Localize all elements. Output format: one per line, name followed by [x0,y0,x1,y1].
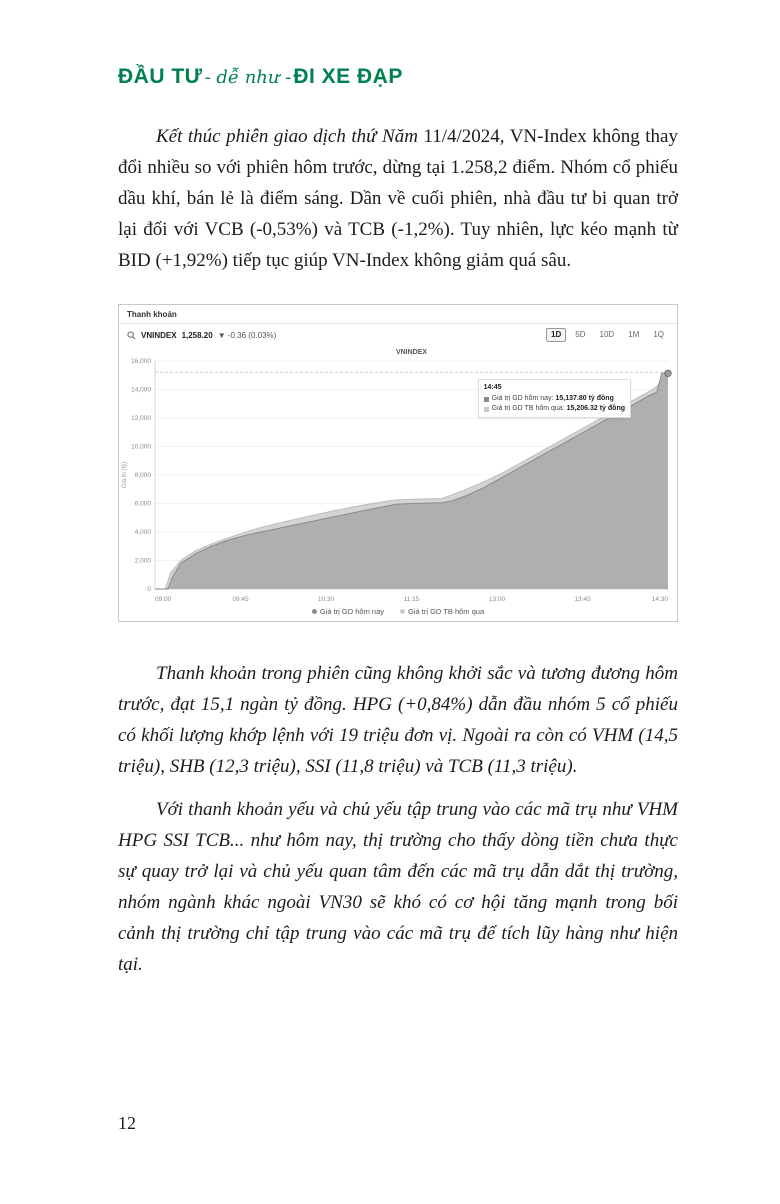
svg-text:12,000: 12,000 [131,415,151,422]
range-selector [546,328,669,342]
legend-yesterday-label: Giá trị GD TB hôm qua [408,607,485,616]
paragraph-market-summary [118,121,678,276]
tooltip-row-today [484,394,625,404]
range-button-10d[interactable]: 10D [595,328,620,342]
svg-text:11:15: 11:15 [403,596,420,603]
svg-text:4,000: 4,000 [134,529,151,536]
svg-text:16,000: 16,000 [131,358,151,365]
page-number: 12 [118,1113,136,1133]
svg-text:6,000: 6,000 [134,500,151,508]
today-swatch-icon [484,397,489,402]
liquidity-chart-panel [118,304,678,622]
chart-tooltip [478,379,631,418]
svg-text:13:45: 13:45 [574,596,591,603]
search-icon[interactable] [127,331,136,340]
range-button-1d[interactable]: 1D [546,328,566,342]
tooltip-row-yesterday [484,404,625,414]
tooltip-time: 14:45 [483,384,502,391]
svg-text:10:30: 10:30 [317,596,335,603]
svg-text:14,000: 14,000 [131,386,151,394]
range-button-5d[interactable]: 5D [570,328,590,342]
range-button-1q[interactable]: 1Q [648,328,669,342]
page-content [118,64,678,980]
legend-today-label: Giá trị GD hôm nay [319,607,385,616]
yesterday-swatch-icon [484,407,489,412]
paragraph-lead-rest: 11/4/2024, VN-Index không thay đổi nhiều so với phiên hôm trước, dừng tại 1.258,2 điểm. Nhóm cổ phiếu dầu khí, bán lẻ là điểm sáng. Dần về cuối phiên, nhà đầu tư bi quan trở lại đối với VCB (-0,53%) và TCB (-1,2%). Tuy nhiên, lực kéo mạnh từ BID (+1,92%) tiếp tục giúp VN-Index không giảm quá sâu. [118,126,678,271]
svg-text:14:30: 14:30 [651,596,668,603]
legend-dot-today-icon [312,609,317,614]
svg-text:09:45: 09:45 [232,596,249,603]
header-title-left: ĐẦU TƯ [118,65,203,88]
price-change: ▼ -0.36 (0.03%) [217,330,277,340]
svg-text:13:00: 13:00 [488,596,506,603]
range-button-1m[interactable]: 1M [623,328,644,342]
chart-toolbar [119,324,677,345]
svg-text:Giá trị (tỷ): Giá trị (tỷ) [122,461,128,489]
tooltip-today-label: Giá trị GD hôm nay: [491,395,554,402]
chart-area[interactable] [119,345,677,605]
price-value: 1,258.20 [181,330,213,340]
svg-text:2,000: 2,000 [134,557,151,565]
legend-item-yesterday [400,607,484,616]
legend-item-today [312,607,384,616]
page-header [118,64,678,91]
tooltip-yesterday-label: Giá trị GD TB hôm qua: [491,405,565,412]
header-script-text: - dễ như - [204,67,292,88]
paragraph-liquidity: Thanh khoản trong phiên cũng không khởi sắc và tương đương hôm trước, đạt 15,1 ngàn tỷ đồng. HPG (+0,84%) dẫn đầu nhóm 5 cổ phiếu có khối lượng khớp lệnh với 19 triệu đơn vị. Ngoài ra còn có VHM (14,5 triệu), SHB (12,3 triệu), SSI (11,8 triệu) và TCB (11,3 triệu). [118,663,678,777]
header-title-right: ĐI XE ĐẠP [293,65,403,88]
paragraph-analysis: Với thanh khoản yếu và chủ yếu tập trung vào các mã trụ như VHM HPG SSI TCB... như hôm nay, thị trường cho thấy dòng tiền chưa thực sự quay trở lại và chủ yếu quan tâm đến các mã trụ dẫn dắt thị trường, nhóm ngành khác ngoài VN30 sẽ khó có cơ hội tăng mạnh trong bối cảnh thị trường chỉ tập trung vào các mã trụ để tích lũy hàng như hiện tại. [118,799,678,975]
paragraph-lead-italic: Kết thúc phiên giao dịch thứ Năm [156,126,424,147]
chart-legend [119,605,677,621]
tooltip-yesterday-value: 15,206.32 tỷ đồng [566,405,625,412]
svg-text:VNINDEX: VNINDEX [395,349,428,356]
symbol-info [127,331,276,340]
chart-panel-title: Thanh khoản [119,305,677,324]
svg-text:09:00: 09:00 [155,596,172,603]
svg-text:10,000: 10,000 [131,443,151,451]
legend-dot-yesterday-icon [400,609,405,614]
svg-text:0: 0 [147,586,151,593]
svg-text:8,000: 8,000 [134,472,151,479]
symbol-label: VNINDEX [141,330,177,340]
tooltip-today-value: 15,137.80 tỷ đồng [555,395,614,402]
